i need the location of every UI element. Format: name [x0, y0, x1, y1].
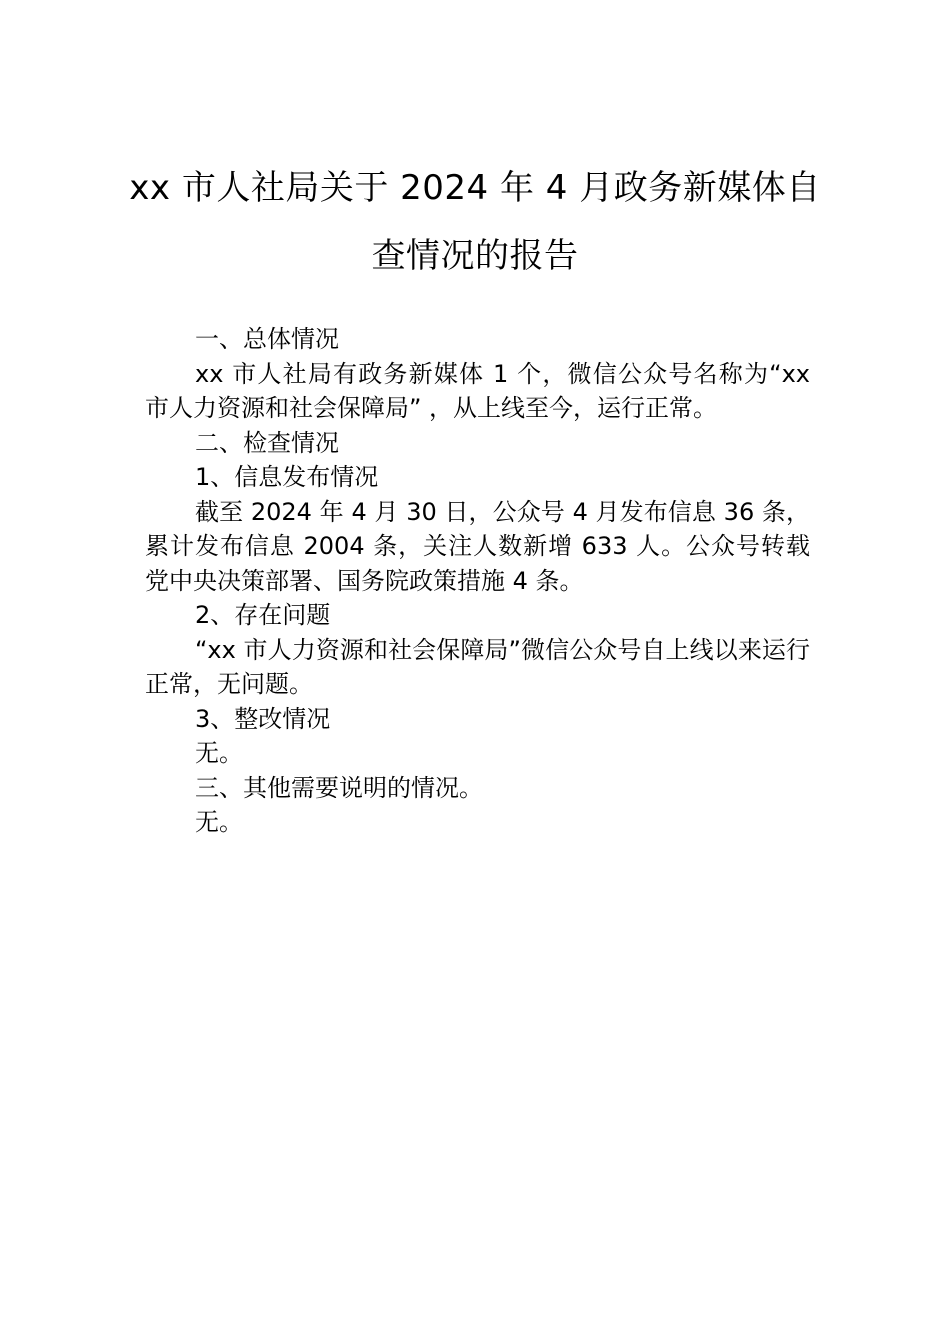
document-title-line-1: xx 市人社局关于 2024 年 4 月政务新媒体自	[129, 168, 821, 208]
subheading-issues: 2、存在问题	[195, 601, 331, 629]
subheading-rectification: 3、整改情况	[195, 704, 331, 733]
section-heading-other: 三、其他需要说明的情况。	[195, 773, 483, 802]
section-heading-overview: 一、总体情况	[195, 325, 339, 353]
subheading-info-release: 1、信息发布情况	[195, 463, 379, 491]
paragraph-info-release: 截至 2024 年 4 月 30 日，公众号 4 月发布信息 36 条，累计发布信息 2004 条，关注人数新增 633 人。公众号转载党中央决策部署、国务院政策措施 4 条。	[145, 497, 810, 595]
paragraph-other: 无。	[195, 808, 243, 836]
paragraph-rectification: 无。	[195, 739, 243, 767]
document-body	[145, 322, 810, 840]
document-title-line-2: 查情况的报告	[371, 236, 579, 276]
paragraph-overview: xx 市人社局有政务新媒体 1 个，微信公众号名称为“xx 市人力资源和社会保障局” ，从上线至今，运行正常。	[145, 359, 810, 422]
paragraph-issues: “xx 市人力资源和社会保障局”微信公众号自上线以来运行正常，无问题。	[145, 635, 810, 698]
section-heading-inspection: 二、检查情况	[195, 428, 339, 457]
